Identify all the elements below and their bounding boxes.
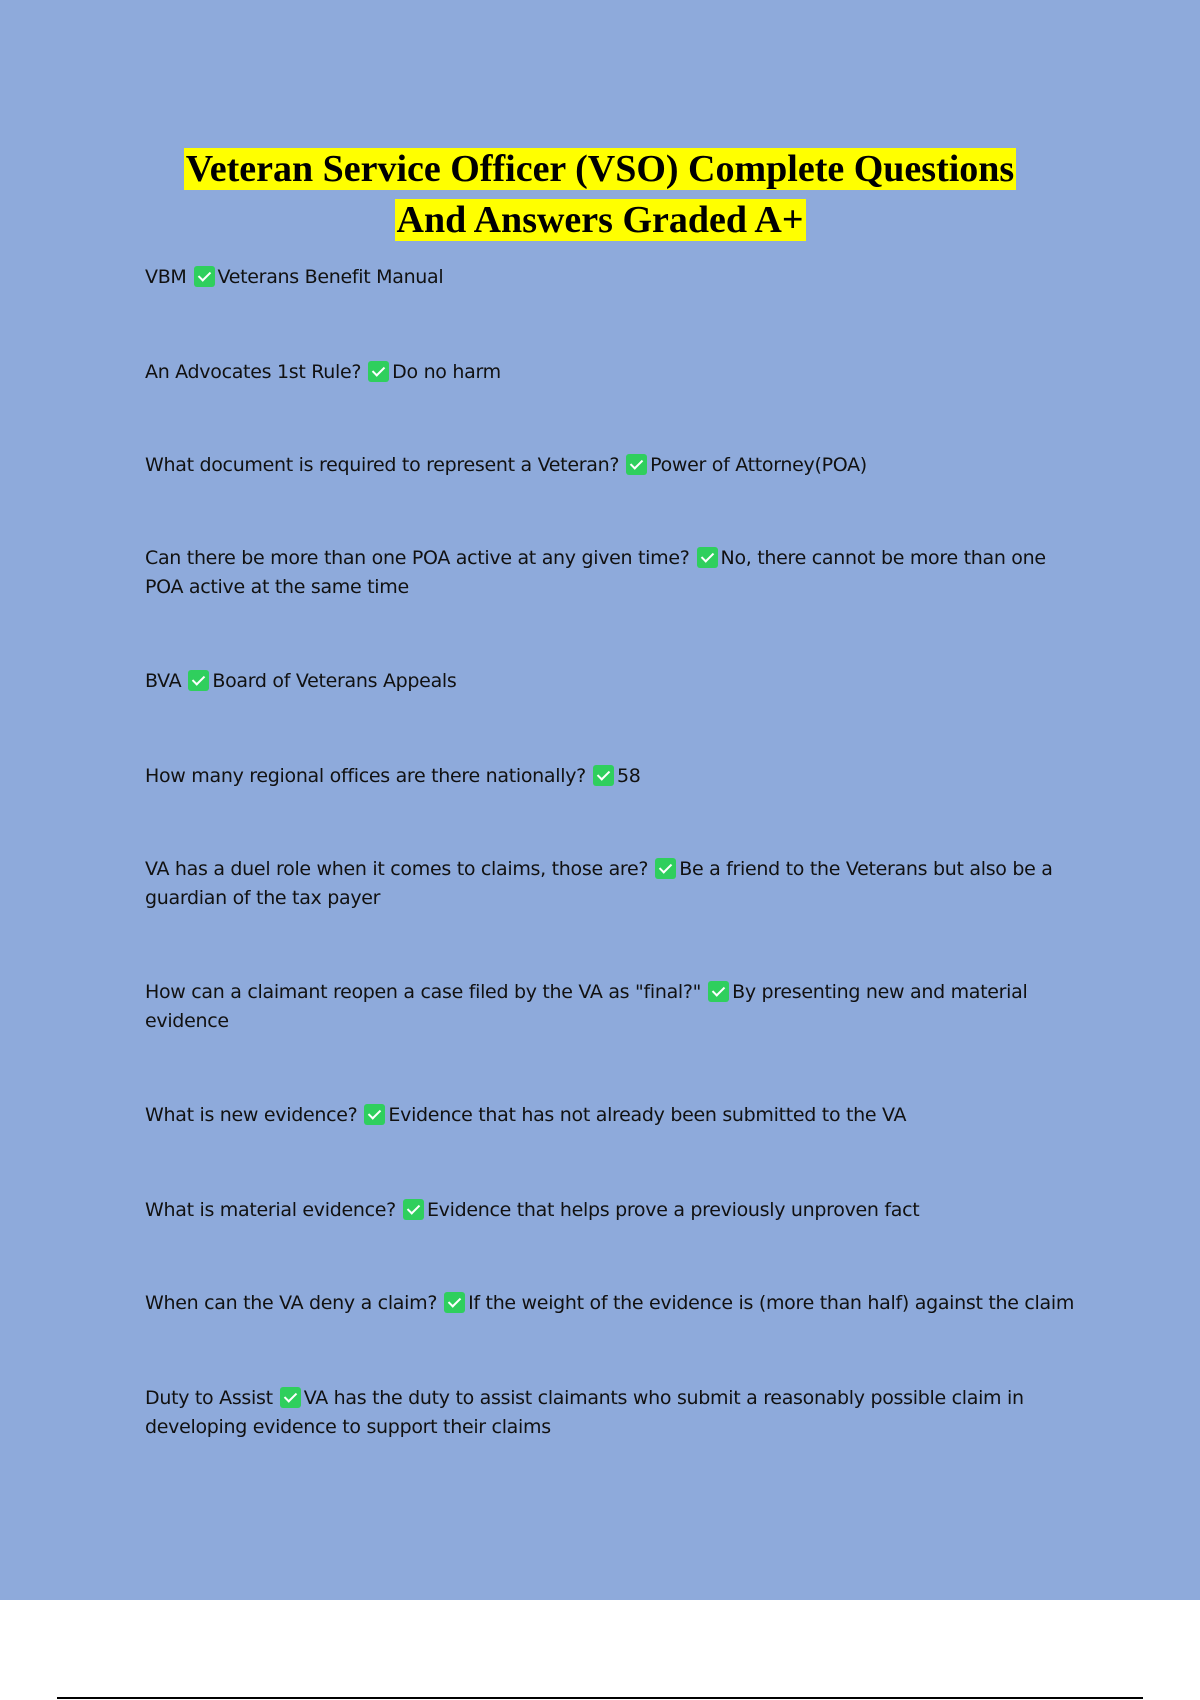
question-text: What document is required to represent a Veteran? <box>145 454 620 476</box>
green-checkmark-icon <box>403 1199 424 1220</box>
qa-item <box>145 544 1075 602</box>
qa-item <box>145 1101 1075 1130</box>
footer-divider <box>57 1697 1143 1699</box>
answer-text: Be a friend to the Veterans but also be a guardian of the tax payer <box>145 858 1053 909</box>
question-text: VA has a duel role when it comes to claims, those are? <box>145 858 649 880</box>
answer-text: If the weight of the evidence is (more than half) against the claim <box>468 1292 1075 1314</box>
qa-item <box>145 451 1075 480</box>
qa-item <box>145 1196 1075 1225</box>
answer-text: Evidence that helps prove a previously unproven fact <box>426 1199 920 1221</box>
answer-text: VA has the duty to assist claimants who submit a reasonably possible claim in developing evidence to support their claims <box>145 1387 1024 1438</box>
answer-text: Evidence that has not already been submitted to the VA <box>388 1104 907 1126</box>
green-checkmark-icon <box>593 765 614 786</box>
answer-text: Power of Attorney(POA) <box>650 454 867 476</box>
answer-text: 58 <box>616 765 641 787</box>
question-text: How many regional offices are there nationally? <box>145 765 586 787</box>
answer-text: No, there cannot be more than one POA active at the same time <box>145 547 1046 598</box>
question-text: VBM <box>145 266 187 288</box>
question-text: What is material evidence? <box>145 1199 396 1221</box>
qa-item <box>145 667 1075 696</box>
qa-item <box>145 1384 1075 1442</box>
green-checkmark-icon <box>626 454 647 475</box>
green-checkmark-icon <box>188 670 209 691</box>
qa-item <box>145 978 1075 1036</box>
green-checkmark-icon <box>368 361 389 382</box>
green-checkmark-icon <box>194 266 215 287</box>
question-text: BVA <box>145 670 182 692</box>
question-text: Duty to Assist <box>145 1387 273 1409</box>
title-line-2: And Answers Graded A+ <box>396 199 804 241</box>
green-checkmark-icon <box>697 547 718 568</box>
qa-item <box>145 855 1075 913</box>
answer-text: Board of Veterans Appeals <box>212 670 457 692</box>
answer-text: Do no harm <box>392 361 501 383</box>
green-checkmark-icon <box>280 1387 301 1408</box>
title-line-1: Veteran Service Officer (VSO) Complete Questions <box>185 148 1015 190</box>
qa-item <box>145 358 1075 387</box>
question-text: An Advocates 1st Rule? <box>145 361 362 383</box>
question-text: What is new evidence? <box>145 1104 358 1126</box>
question-text: How can a claimant reopen a case filed by the VA as "final?" <box>145 981 702 1003</box>
qa-item <box>145 263 1075 292</box>
qa-item <box>145 1289 1075 1318</box>
green-checkmark-icon <box>444 1292 465 1313</box>
document-title <box>140 144 1060 246</box>
green-checkmark-icon <box>364 1104 385 1125</box>
answer-text: By presenting new and material evidence <box>145 981 1028 1032</box>
question-text: Can there be more than one POA active at any given time? <box>145 547 690 569</box>
green-checkmark-icon <box>655 858 676 879</box>
answer-text: Veterans Benefit Manual <box>217 266 444 288</box>
green-checkmark-icon <box>708 981 729 1002</box>
question-text: When can the VA deny a claim? <box>145 1292 438 1314</box>
qa-item <box>145 762 1075 791</box>
